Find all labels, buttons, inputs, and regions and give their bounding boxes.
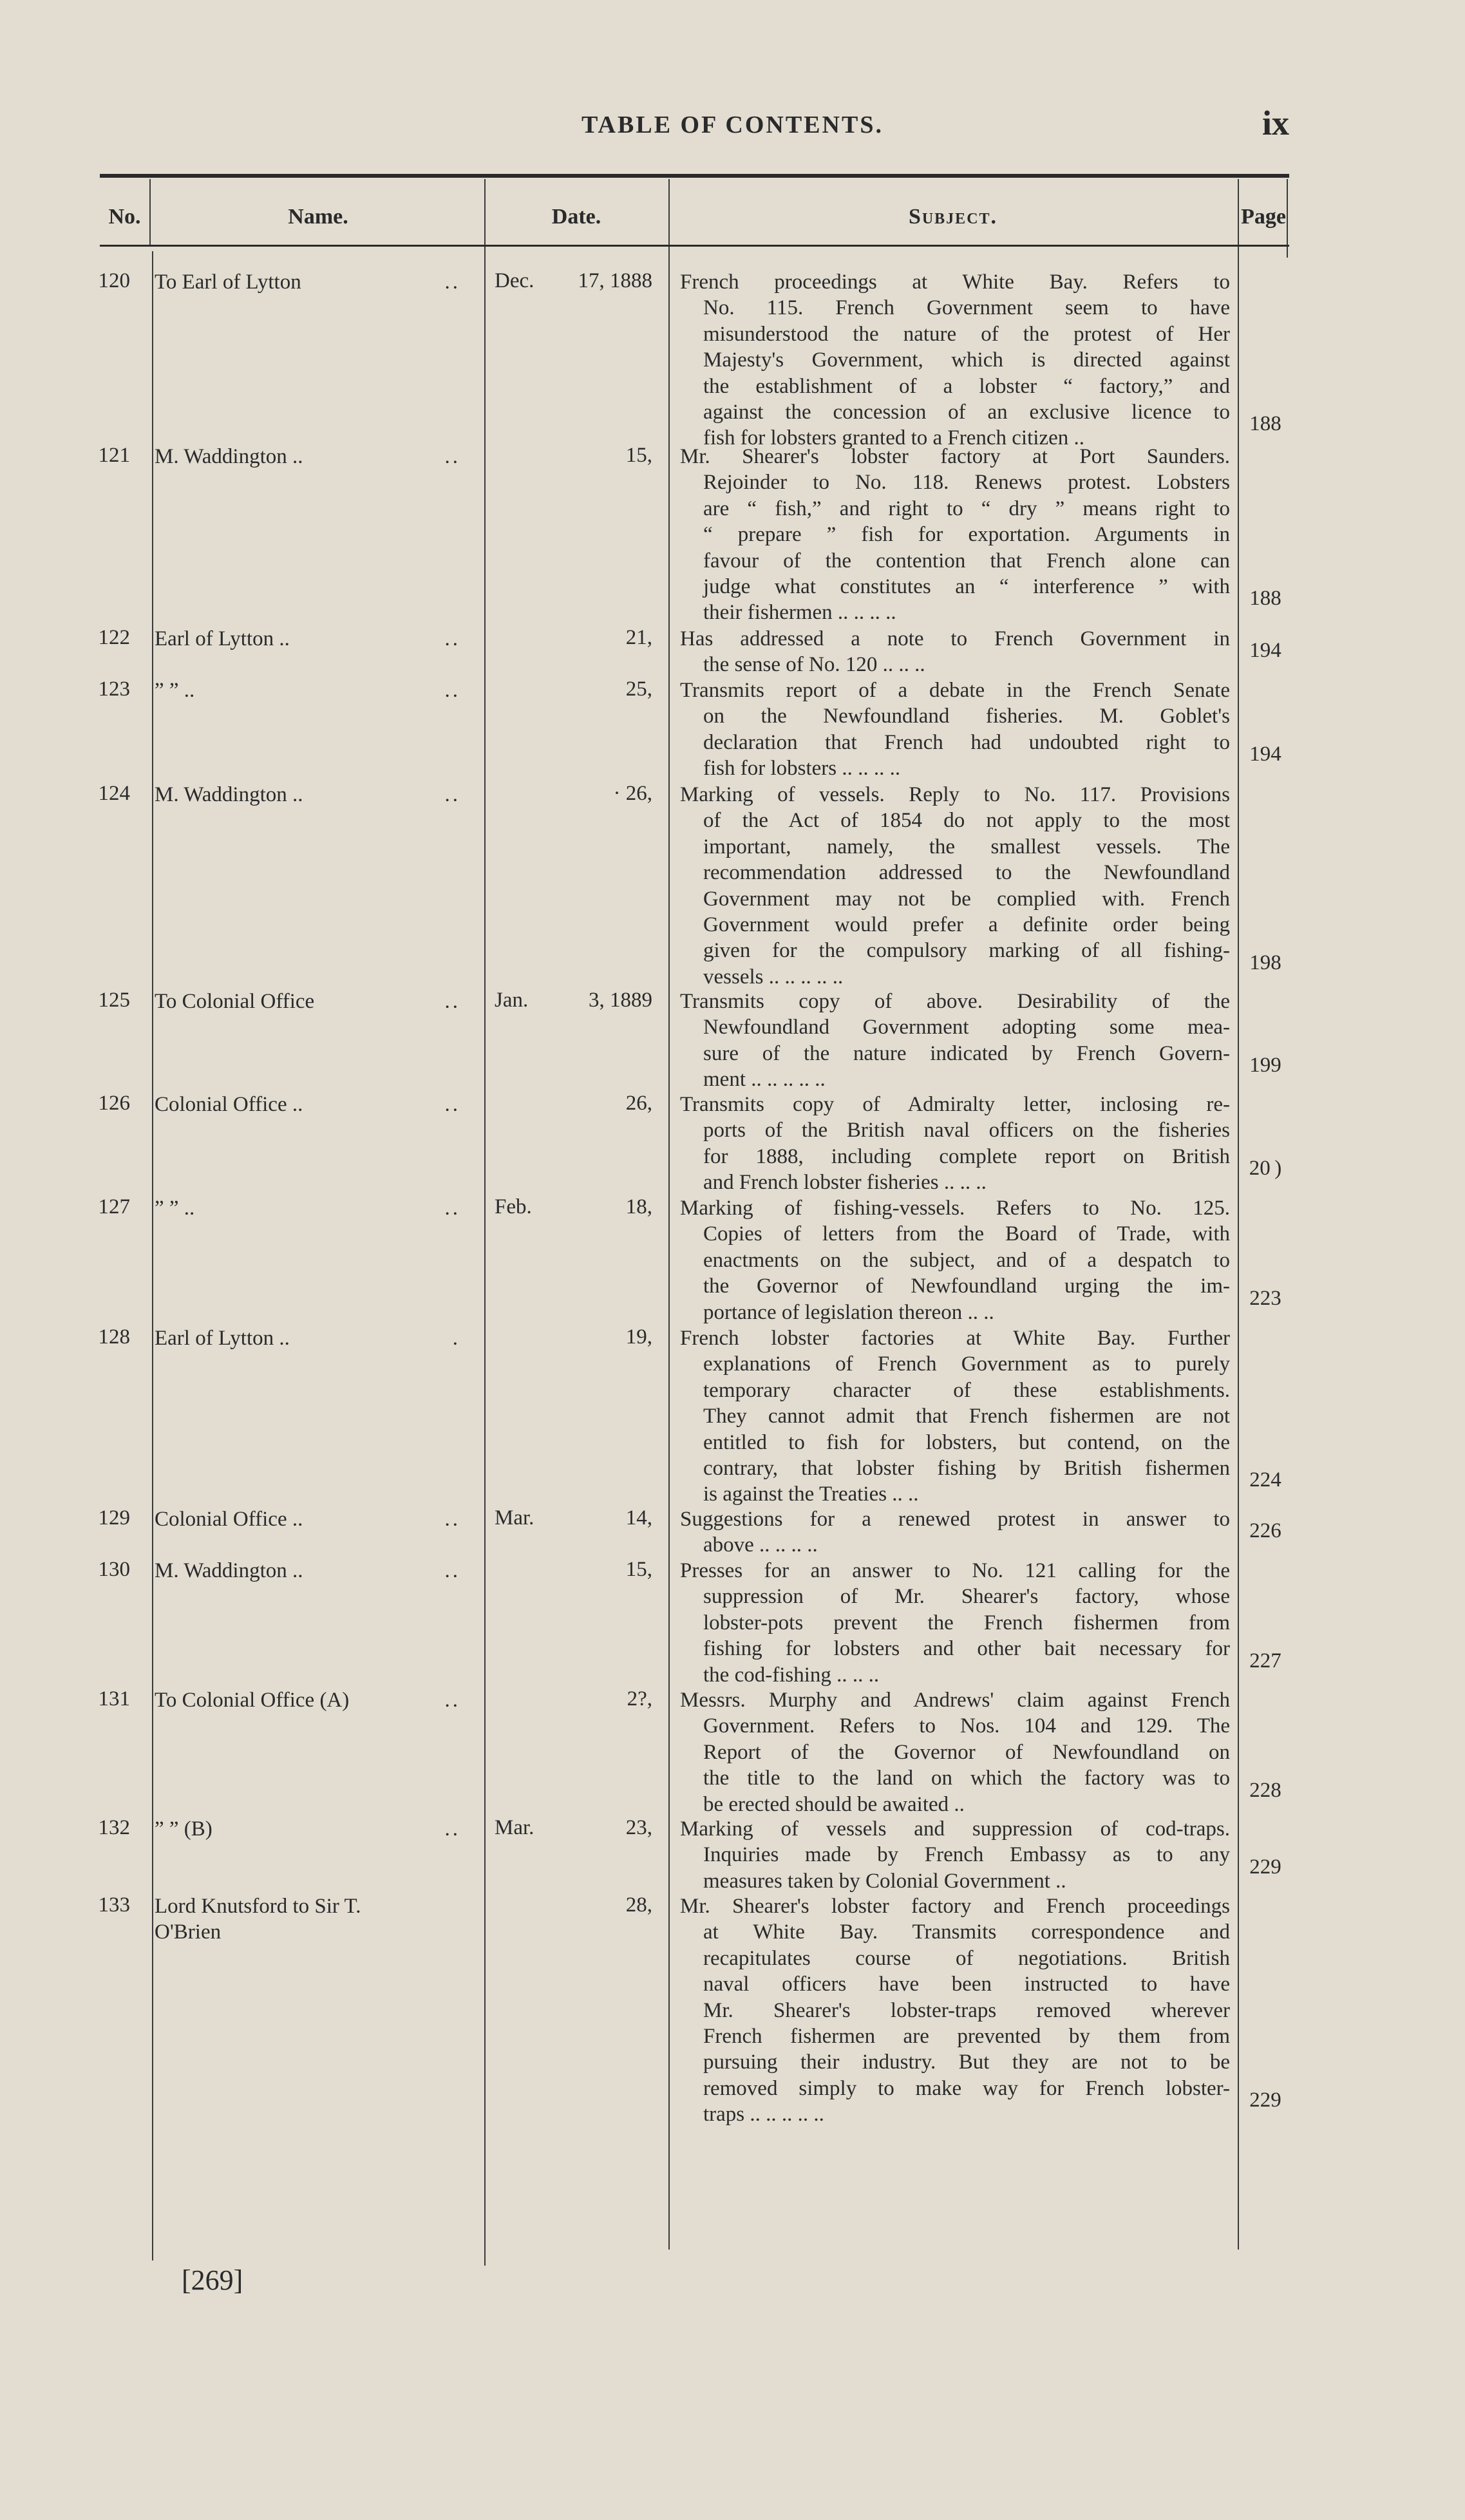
entry-number: 120 — [98, 269, 130, 292]
entry-day: 17, 1888 — [578, 269, 652, 292]
entry-name — [155, 782, 473, 808]
running-title: TABLE OF CONTENTS. — [581, 111, 884, 138]
leader-dots: .. — [444, 1197, 460, 1220]
entry-page-number: 199 — [1249, 1054, 1281, 1077]
entry-number: 128 — [98, 1325, 130, 1349]
entry-number: 121 — [98, 444, 130, 467]
entry-number: 123 — [98, 677, 130, 701]
subject-line: Mr. Shearer's lobster factory at Port Saunders. — [680, 445, 1230, 468]
subject-line: ports of the British naval officers on the fisheries — [703, 1119, 1230, 1142]
entry-page-number: 188 — [1249, 587, 1281, 611]
subject-line: Inquiries made by French Embassy as to any — [703, 1843, 1230, 1867]
entry-name-text: To Colonial Office — [155, 990, 315, 1013]
entry-name-text: To Colonial Office (A) — [155, 1689, 350, 1712]
entry-name — [155, 1687, 473, 1713]
subject-line: misunderstood the nature of the protest of Her — [703, 322, 1230, 346]
entry-day: 14, — [625, 1506, 652, 1530]
top-rule — [100, 174, 1289, 178]
entry-subject — [680, 1816, 1230, 1894]
subject-line: Government. Refers to Nos. 104 and 129. The — [703, 1714, 1230, 1738]
subject-line: Has addressed a note to French Government in — [680, 627, 1230, 650]
entry-number: 131 — [98, 1687, 130, 1710]
entry-day: 18, — [625, 1195, 652, 1218]
leader-dots: .. — [444, 1093, 460, 1116]
entry-page-number: 229 — [1249, 2089, 1281, 2112]
subject-line: contrary, that lobster fishing by British fishermen — [703, 1457, 1230, 1481]
entry-name-text: Colonial Office .. — [155, 1508, 303, 1531]
entry-day: 21, — [625, 626, 652, 649]
entry-name-text: ” ” (B) — [155, 1817, 213, 1841]
entry-subject — [680, 1506, 1230, 1558]
leader-dots: .. — [444, 679, 460, 702]
subject-line: Majesty's Government, which is directed against — [703, 348, 1230, 372]
entry-month: Dec. — [495, 269, 534, 292]
column-divider — [484, 179, 486, 2266]
subject-line: the cod-fishing .. .. .. — [703, 1663, 880, 1687]
subject-line: Transmits report of a debate in the French Senate — [680, 679, 1230, 702]
entry-day: 28, — [625, 1893, 652, 1917]
entry-page-number: 226 — [1249, 1519, 1281, 1543]
subject-line: Presses for an answer to No. 121 calling for the — [680, 1559, 1230, 1582]
subject-line: fishing for lobsters and other bait necessary for — [703, 1637, 1230, 1661]
entry-name-text: ” ” .. — [155, 679, 195, 702]
leader-dots: . — [452, 1327, 460, 1350]
entry-month: Feb. — [495, 1195, 532, 1218]
entry-name-text: To Earl of Lytton — [155, 270, 301, 294]
leader-dots: .. — [444, 990, 460, 1013]
entry-name-text: Colonial Office .. — [155, 1093, 303, 1116]
leader-dots: .. — [444, 1508, 460, 1531]
entry-subject — [680, 782, 1230, 990]
entry-name-text: Lord Knutsford to Sir T. O'Brien — [155, 1895, 361, 1944]
subject-line: measures taken by Colonial Government .. — [703, 1869, 1066, 1893]
subject-line: suppression of Mr. Shearer's factory, whose — [703, 1585, 1230, 1609]
entry-number: 130 — [98, 1558, 130, 1581]
entry-day: 2?, — [627, 1687, 652, 1710]
entry-day: 19, — [625, 1325, 652, 1349]
leader-dots: .. — [444, 627, 460, 650]
subject-line: French proceedings at White Bay. Refers to — [680, 270, 1230, 294]
entry-subject — [680, 444, 1230, 626]
subject-line: on the Newfoundland fisheries. M. Goblet's — [703, 705, 1230, 728]
subject-line: Marking of vessels and suppression of cod-traps. — [680, 1817, 1230, 1841]
entry-number: 125 — [98, 989, 130, 1012]
entry-subject — [680, 1687, 1230, 1817]
subject-line: the sense of No. 120 .. .. .. — [703, 653, 925, 677]
entry-month: Jan. — [495, 989, 529, 1012]
subject-line: Transmits copy of Admiralty letter, inclosing re- — [680, 1093, 1230, 1116]
entry-page-number: 223 — [1249, 1286, 1281, 1310]
subject-line: for 1888, including complete report on British — [703, 1144, 1230, 1168]
entry-day: 23, — [625, 1816, 652, 1839]
entry-name — [155, 1816, 473, 1842]
subject-line: against the concession of an exclusive licence to — [703, 401, 1230, 424]
entry-day: 15, — [625, 444, 652, 467]
entry-subject — [680, 626, 1230, 678]
entry-name-text: M. Waddington .. — [155, 445, 303, 468]
subject-line: They cannot admit that French fishermen are not — [703, 1405, 1230, 1428]
entry-name — [155, 1195, 473, 1221]
subject-line: entitled to fish for lobsters, but contend, on the — [703, 1430, 1230, 1454]
leader-dots: .. — [444, 783, 460, 806]
subject-line: temporary character of these establishments. — [703, 1378, 1230, 1402]
entry-number: 133 — [98, 1893, 130, 1917]
subject-line: their fishermen .. .. .. .. — [703, 601, 896, 625]
subject-line: Rejoinder to No. 118. Renews protest. Lobsters — [703, 471, 1230, 495]
subject-line: be erected should be awaited .. — [703, 1792, 965, 1816]
subject-line: the establishment of a lobster “ factory,” and — [703, 374, 1230, 398]
subject-line: lobster-pots prevent the French fishermen from — [703, 1611, 1230, 1634]
entry-name — [155, 677, 473, 703]
column-header-name: Name. — [288, 205, 348, 229]
entry-day: 15, — [625, 1558, 652, 1581]
entry-day: 3, 1889 — [589, 989, 652, 1012]
entry-number: 132 — [98, 1816, 130, 1839]
subject-line: removed simply to make way for French lobster- — [703, 2076, 1230, 2100]
entry-month: Mar. — [495, 1506, 534, 1530]
subject-line: ment .. .. .. .. .. — [703, 1068, 826, 1092]
column-header-page: Page — [1241, 205, 1286, 229]
header-rule — [100, 245, 1289, 247]
entry-subject — [680, 1558, 1230, 1688]
subject-line: and French lobster fisheries .. .. .. — [703, 1171, 987, 1195]
subject-line: above .. .. .. .. — [703, 1533, 818, 1557]
subject-line: are “ fish,” and right to “ dry ” means right to — [703, 497, 1230, 520]
leader-dots: .. — [444, 270, 460, 294]
entry-page-number: 198 — [1249, 951, 1281, 974]
subject-line: vessels .. .. .. .. .. — [703, 965, 844, 989]
entry-number: 122 — [98, 626, 130, 649]
subject-line: recommendation addressed to the Newfoundland — [703, 861, 1230, 885]
subject-line: judge what constitutes an “ interference ” with — [703, 575, 1230, 599]
subject-line: Mr. Shearer's lobster-traps removed wherever — [703, 1998, 1230, 2022]
column-divider — [152, 251, 153, 2260]
entry-subject — [680, 1092, 1230, 1196]
subject-line: Government would prefer a definite order being — [703, 913, 1230, 937]
entry-name — [155, 989, 473, 1014]
leader-dots: .. — [444, 1817, 460, 1841]
subject-line: “ prepare ” fish for exportation. Arguments in — [703, 523, 1230, 547]
column-divider — [668, 179, 670, 2250]
subject-line: favour of the contention that French alone can — [703, 549, 1230, 573]
entry-name — [155, 1325, 473, 1351]
entry-subject — [680, 1893, 1230, 2128]
column-divider — [149, 179, 151, 247]
column-header-no: No. — [108, 205, 141, 229]
entry-page-number: 194 — [1249, 639, 1281, 663]
subject-line: at White Bay. Transmits correspondence and — [703, 1920, 1230, 1944]
entry-page-number: 224 — [1249, 1468, 1281, 1492]
entry-name — [155, 626, 473, 652]
subject-line: French fishermen are prevented by them from — [703, 2025, 1230, 2049]
subject-line: Messrs. Murphy and Andrews' claim against French — [680, 1689, 1230, 1712]
column-header-date: Date. — [551, 205, 601, 229]
leader-dots: .. — [444, 1559, 460, 1582]
subject-line: Suggestions for a renewed protest in answer to — [680, 1508, 1230, 1531]
entry-day: 26, — [625, 1092, 652, 1115]
entry-page-number: 229 — [1249, 1855, 1281, 1879]
entry-number: 129 — [98, 1506, 130, 1530]
subject-line: Government may not be complied with. French — [703, 887, 1230, 911]
subject-line: naval officers have been instructed to have — [703, 1973, 1230, 1996]
subject-line: Report of the Governor of Newfoundland on — [703, 1740, 1230, 1764]
subject-line: the Governor of Newfoundland urging the im- — [703, 1274, 1230, 1298]
column-divider — [1238, 179, 1239, 2250]
subject-line: Marking of fishing-vessels. Refers to No. 125. — [680, 1197, 1230, 1220]
subject-line: Newfoundland Government adopting some mea- — [703, 1016, 1230, 1039]
entry-subject — [680, 677, 1230, 782]
subject-line: given for the compulsory marking of all fishing- — [703, 939, 1230, 963]
entry-day: 25, — [625, 677, 652, 701]
entry-month: Mar. — [495, 1816, 534, 1839]
subject-line: Copies of letters from the Board of Trade, with — [703, 1222, 1230, 1246]
entry-name-text: Earl of Lytton .. — [155, 627, 290, 650]
entry-name — [155, 1092, 473, 1117]
subject-line: portance of legislation thereon .. .. — [703, 1300, 994, 1324]
entry-name-text: Earl of Lytton .. — [155, 1327, 290, 1350]
subject-line: Transmits copy of above. Desirability of the — [680, 990, 1230, 1013]
page-number: ix — [1262, 104, 1290, 142]
entry-day: · 26, — [613, 782, 652, 805]
subject-line: Marking of vessels. Reply to No. 117. Provisions — [680, 783, 1230, 806]
signature-mark: [269] — [182, 2264, 243, 2296]
subject-line: the title to the land on which the factory was to — [703, 1767, 1230, 1790]
leader-dots: .. — [444, 445, 460, 468]
subject-line: declaration that French had undoubted right to — [703, 730, 1230, 754]
subject-line: traps .. .. .. .. .. — [703, 2103, 824, 2127]
entry-name-text: M. Waddington .. — [155, 1559, 303, 1582]
subject-line: French lobster factories at White Bay. Further — [680, 1327, 1230, 1350]
entry-name — [155, 1506, 473, 1532]
column-header-subject: Subject. — [908, 205, 998, 229]
subject-line: important, namely, the smallest vessels. The — [703, 835, 1230, 858]
subject-line: explanations of French Government as to purely — [703, 1352, 1230, 1376]
subject-line: sure of the nature indicated by French Govern- — [703, 1041, 1230, 1065]
entry-page-number: 188 — [1249, 412, 1281, 436]
subject-line: fish for lobsters .. .. .. .. — [703, 757, 901, 781]
subject-line: recapitulates course of negotiations. British — [703, 1946, 1230, 1970]
entry-number: 127 — [98, 1195, 130, 1218]
entry-subject — [680, 1325, 1230, 1508]
entry-name — [155, 269, 473, 295]
entry-page-number: 228 — [1249, 1778, 1281, 1802]
entry-number: 124 — [98, 782, 130, 805]
subject-line: Mr. Shearer's lobster factory and French proceedings — [680, 1895, 1230, 1918]
entry-page-number: 20 ) — [1249, 1157, 1282, 1180]
entry-subject — [680, 1195, 1230, 1325]
entry-number: 126 — [98, 1092, 130, 1115]
entry-name — [155, 444, 473, 469]
subject-line: pursuing their industry. But they are not to be — [703, 2051, 1230, 2074]
subject-line: is against the Treaties .. .. — [703, 1483, 919, 1506]
entry-name-text: M. Waddington .. — [155, 783, 303, 806]
entry-page-number: 227 — [1249, 1649, 1281, 1672]
entry-name-text: ” ” .. — [155, 1197, 195, 1220]
entry-subject — [680, 989, 1230, 1093]
leader-dots: .. — [444, 1689, 460, 1712]
entry-name — [155, 1893, 431, 1945]
subject-line: fish for lobsters granted to a French citizen .. — [703, 426, 1084, 450]
subject-line: enactments on the subject, and of a despatch to — [703, 1248, 1230, 1272]
entry-name — [155, 1558, 473, 1584]
entry-page-number: 194 — [1249, 743, 1281, 766]
subject-line: of the Act of 1854 do not apply to the most — [703, 809, 1230, 833]
subject-line: No. 115. French Government seem to have — [703, 296, 1230, 320]
entry-subject — [680, 269, 1230, 451]
